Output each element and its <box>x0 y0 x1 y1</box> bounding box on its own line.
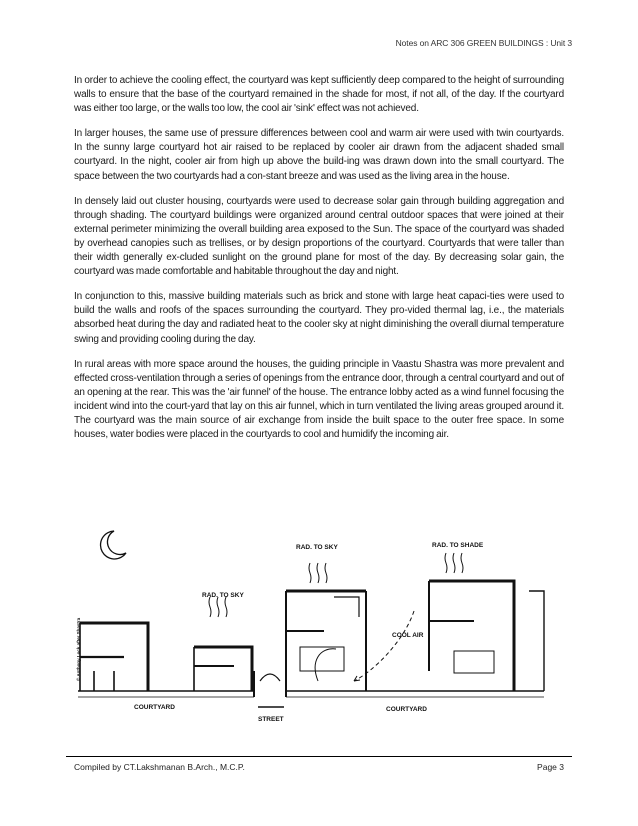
label-rad-sky-mid: RAD. TO SKY <box>296 544 338 551</box>
label-street: STREET <box>258 716 284 723</box>
page-footer <box>66 756 572 791</box>
label-courtyard-right: COURTYARD <box>386 706 427 713</box>
body-text <box>74 74 564 453</box>
right-building <box>429 581 544 691</box>
label-rad-shade: RAD. TO SHADE <box>432 542 484 549</box>
small-courtyard-house <box>194 647 252 691</box>
page-header: Notes on ARC 306 GREEN BUILDINGS : Unit 3 <box>395 38 572 48</box>
central-building <box>286 591 366 691</box>
left-building <box>80 623 148 691</box>
moon-icon <box>101 531 126 559</box>
paragraph-2: In larger houses, the same use of pressure differences between cool and warm air were used with twin courtyards. In the sunny large courtyard hot air raised to be replaced by cooler air drawn from the adjacent shaded small courtyard. In the night, cooler air from high up above the build-ing was drawn down into the small courtyard. The space between the two courtyards had a con-stant breeze and was used as the living area in the house. <box>74 128 564 182</box>
paragraph-3: In densely laid out cluster housing, courtyards were used to decrease solar gain through building aggregation and through shading. The courtyard buildings were organized around central outdoor spaces that were joined at their external perimeter minimizing the overall building area exposed to the Sun. The space of the courtyard was shaded by overhead canopies such as trellises, or by design proportions of the courtyard. Courtyards that were taller than their width generally ex-cluded sunlight on the ground plane for most of the day. By decreasing solar gain, the courtyard was made comfortable and habitable throughout the day and night. <box>74 195 564 278</box>
label-rad-sky-left: RAD. TO SKY <box>202 592 244 599</box>
paragraph-5: In rural areas with more space around the houses, the guiding principle in Vaastu Shastra was more prevalent and effected cross-ventilation through a series of openings from the entrance door, through a central courtyard and out of an opening at the rear. This was the 'air funnel' of the house. The entrance lobby acted as a wind funnel focusing the incident wind into the court-yard that lay on this air funnel, which in turn ventilated the living areas grouped around it. The courtyard was the main source of air exchange from inside the built space to the outer free space. In some houses, water bodies were placed in the courtyards to cool and humidify the incoming air. <box>74 358 564 441</box>
paragraph-4: In conjunction to this, massive building materials such as brick and stone with large heat capaci-ties were used to build the walls and roofs of the spaces surrounding the courtyard. They pro-vided thermal lag, i.e., the materials absorbed heat during the day and radiated heat to the cooler sky at night diminishing the overall diurnal temperature swing and providing cooling during the day. <box>74 291 564 345</box>
paragraph-1: In order to achieve the cooling effect, the courtyard was kept sufficiently deep compared to the height of surrounding walls to ensure that the base of the courtyard remained in the shade for most, if not all, of the day. If the courtyard was either too large, or the walls too low, the cool air 'sink' effect was not achieved. <box>74 75 564 115</box>
air-loop-arrow <box>315 649 336 681</box>
courtyard-section-drawing <box>74 521 564 779</box>
section-diagram <box>74 521 564 751</box>
label-courtyard-left: COURTYARD <box>134 704 175 711</box>
label-cool-air: COOL AIR <box>392 632 424 639</box>
radiation-squiggles <box>209 553 463 617</box>
figure-credit: © Anthony Lock after Shastra <box>76 617 81 681</box>
street-gate <box>254 671 286 707</box>
page-number: Page 3 <box>537 762 564 772</box>
footer-author: Compiled by CT.Lakshmanan B.Arch., M.C.P. <box>74 762 245 772</box>
cool-air-arrow <box>354 611 414 681</box>
